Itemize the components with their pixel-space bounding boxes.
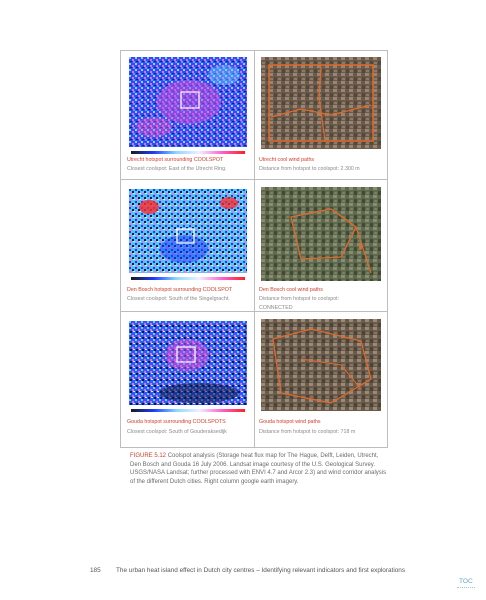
- figure-caption: [130, 452, 390, 486]
- page-number: 185: [90, 567, 101, 574]
- row-divider: [121, 311, 387, 312]
- toc-link[interactable]: TOC: [459, 578, 473, 585]
- toc-underline: [457, 587, 475, 588]
- utrecht-right-subtitle: Distance from hotspot to coolspot: 2.300 m: [259, 166, 360, 172]
- figure-label: FIGURE 5.12: [130, 453, 167, 459]
- utrecht-heat-flux-map: [129, 57, 247, 147]
- row-divider: [121, 179, 387, 180]
- utrecht-aerial-image: [261, 57, 381, 149]
- column-divider: [254, 51, 255, 447]
- colorbar-legend: [131, 409, 245, 412]
- colorbar-legend: [131, 277, 245, 280]
- gouda-left-title: Gouda hotspot surrounding COOLSPOTS: [127, 419, 226, 425]
- running-title: The urban heat island effect in Dutch city centres – Identifying relevant indicators and first explorations: [116, 567, 406, 574]
- figure-caption-text: Coolspot analysis (Storage heat flux map for The Hague, Delft, Leiden, Utrecht, Den Bosch and Gouda 16 July 2006. Landsat image courtesy of the U.S. Geological Survey. USGS/NASA Landsat; further processed with ENVI 4.7 and Arcor 2.3) and wind corridor analysis of the different Dutch cities. Right column google earth imagery.: [130, 453, 387, 485]
- gouda-right-title: Gouda hotspot wind paths: [259, 419, 321, 425]
- utrecht-left-title: Utrecht hotspot surrounding COOLSPOT: [127, 157, 224, 163]
- utrecht-left-subtitle: Closest coolspot: East of the Utrecht Ring.: [127, 166, 227, 172]
- utrecht-right-title: Utrecht cool wind paths: [259, 157, 315, 163]
- den-bosch-right-subtitle: Distance from hotspot to coolspot:: [259, 296, 340, 302]
- gouda-left-subtitle: Closest coolspot: South of Gouderaksedijk: [127, 429, 227, 435]
- den-bosch-left-title: Den Bosch hotspot surrounding COOLSPOT: [127, 287, 233, 293]
- gouda-heat-flux-map: [129, 321, 247, 405]
- figure-panel: [120, 50, 388, 448]
- den-bosch-aerial-image: [261, 187, 381, 281]
- den-bosch-left-subtitle: Closest coolspot: South of the Singelgracht.: [127, 296, 230, 302]
- gouda-aerial-image: [261, 319, 381, 411]
- den-bosch-heat-flux-map: [129, 189, 247, 273]
- gouda-right-subtitle: Distance from hotspot to coolspot: 718 m: [259, 429, 356, 435]
- den-bosch-right-title: Den Bosch cool wind paths: [259, 287, 323, 293]
- colorbar-legend: [131, 151, 245, 154]
- den-bosch-right-status: CONNECTED: [259, 305, 293, 311]
